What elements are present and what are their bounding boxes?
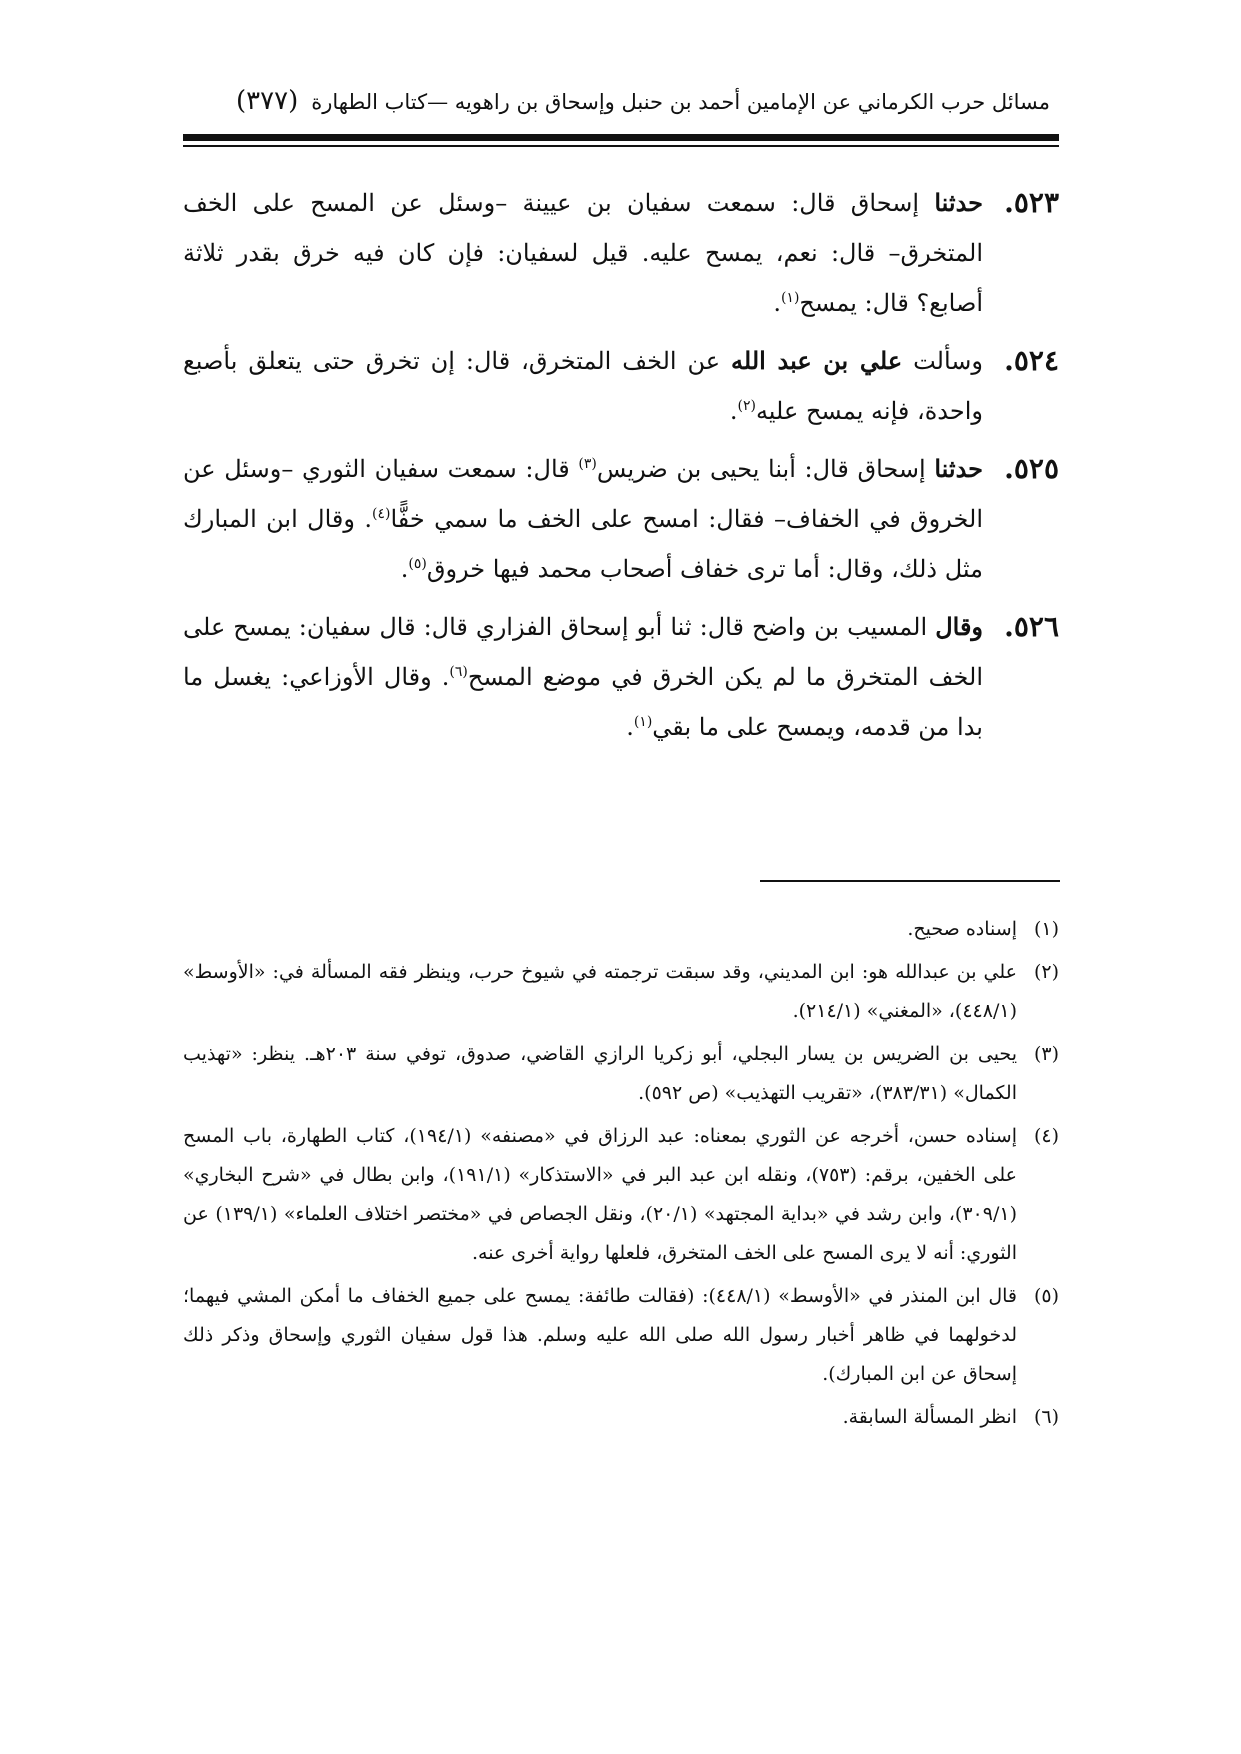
entry-tail: . (400, 555, 409, 583)
entry-523 (183, 178, 1059, 328)
footnote-ref[interactable]: (٥) (408, 556, 427, 572)
footnote-text: يحيى بن الضريس بن يسار البجلي، أبو زكريا الرازي القاضي، صدوق، توفي سنة ٢٠٣هـ. ينظر: «تهذيب الكمال» (٣٨٣/٣١)، «تقريب التهذيب» (ص ٥٩٢). (183, 1043, 1017, 1104)
main-text (183, 178, 1059, 760)
entry-524 (183, 336, 1059, 436)
header-rule-thick (183, 134, 1059, 141)
footnote-number: (٤) (1033, 1125, 1059, 1147)
footnote-ref[interactable]: (٦) (449, 664, 468, 680)
footnote-text: انظر المسألة السابقة. (842, 1406, 1017, 1428)
entry-text-b: قال: سمعت سفيان الثوري –وسئل عن الخروق في الخفاف– فقال: امسح على الخف ما سمي خفًّا (183, 455, 983, 533)
footnote-2 (183, 953, 1059, 1031)
footnote-ref[interactable]: (٤) (371, 506, 391, 522)
footnote-3 (183, 1035, 1059, 1113)
footnote-ref[interactable]: (٣) (578, 456, 597, 472)
entry-text-a: المسيب بن واضح قال: ثنا أبو إسحاق الفزاري قال: قال سفيان: يمسح على الخف المتخرق ما لم يكن الخرق في موضع المسح (183, 613, 983, 691)
entry-number: ٥٢٤. (1004, 344, 1059, 377)
footnote-ref[interactable]: (٢) (737, 398, 756, 414)
entry-number: ٥٢٣. (1004, 186, 1059, 219)
footnote-number: (٣) (1033, 1043, 1059, 1065)
footnote-text: إسناده حسن، أخرجه عن الثوري بمعناه: عبد الرزاق في «مصنفه» (١٩٤/١)، كتاب الطهارة، باب المسح على الخفين، برقم: (٧٥٣)، ونقله ابن عبد البر في «الاستذكار» (١٩١/١)، وابن بطال في «شرح البخاري» (٣٠٩/١)، وابن رشد في «بداية المجتهد» (٢٠/١)، ونقل الجصاص في «مختصر اختلاف العلماء» (١٣٩/١) عن الثوري: أنه لا يرى المسح على الخف المتخرق، فلعلها رواية أخرى عنه. (183, 1125, 1017, 1264)
entry-text-b: . وقال الأوزاعي: يغسل ما بدا من قدمه، ويمسح على ما بقي (183, 663, 983, 741)
footnotes (183, 910, 1059, 1441)
running-header (220, 82, 1050, 126)
entry-525 (183, 444, 1059, 594)
entry-526 (183, 602, 1059, 752)
entry-lead: حدثنا (934, 188, 983, 217)
footnote-1 (183, 910, 1059, 949)
entry-tail: . (773, 289, 781, 317)
footnote-6 (183, 1398, 1059, 1437)
footnote-ref[interactable]: (١) (780, 290, 800, 306)
footnote-text: علي بن عبدالله هو: ابن المديني، وقد سبقت ترجمته في شيوخ حرب، وينظر فقه المسألة في: «الأوسط» (٤٤٨/١)، «المغني» (٢١٤/١). (183, 961, 1017, 1022)
entry-text: إسحاق قال: سمعت سفيان بن عيينة –وسئل عن المسح على الخف المتخرق– قال: نعم، يمسح عليه. قيل لسفيان: فإن كان فيه خرق بقدر ثلاثة أصابع؟ قال: يمسح (183, 189, 983, 317)
entry-number: ٥٢٦. (1004, 610, 1059, 643)
header-rule-thin (183, 145, 1059, 147)
entry-pre: وسألت (913, 347, 983, 375)
footnote-number: (٥) (1033, 1285, 1059, 1307)
footnote-number: (٦) (1033, 1406, 1059, 1428)
footnote-separator (760, 880, 1060, 882)
footnote-ref[interactable]: (١) (633, 714, 653, 730)
page-number: (٣٧٧) (236, 86, 299, 116)
footnote-number: (٢) (1033, 961, 1059, 983)
entry-text-c: . وقال ابن المبارك مثل ذلك، وقال: أما ترى خفاف أصحاب محمد فيها خروق (183, 505, 983, 583)
entry-bold-name: علي بن عبد الله (731, 346, 903, 375)
footnote-4 (183, 1117, 1059, 1273)
entry-text: عن الخف المتخرق، قال: إن تخرق حتى يتعلق بأصبع واحدة، فإنه يمسح عليه (183, 347, 983, 425)
entry-tail: . (729, 397, 738, 425)
entry-tail: . (626, 713, 634, 741)
entry-lead: وقال (935, 612, 983, 641)
entry-number: ٥٢٥. (1004, 452, 1059, 485)
header-title: مسائل حرب الكرماني عن الإمامين أحمد بن حنبل وإسحاق بن راهويه —كتاب الطهارة (311, 90, 1050, 114)
footnote-text: إسناده صحيح. (907, 918, 1017, 940)
footnote-text: قال ابن المنذر في «الأوسط» (٤٤٨/١): (فقالت طائفة: يمسح على جميع الخفاف ما أمكن المشي فيهما؛ لدخولهما في ظاهر أخبار رسول الله صلى الله عليه وسلم. هذا قول سفيان الثوري وإسحاق وذكر ذلك إسحاق عن ابن المبارك). (183, 1285, 1017, 1385)
footnote-5 (183, 1277, 1059, 1394)
footnote-number: (١) (1033, 918, 1059, 940)
entry-text-a: إسحاق قال: أبنا يحيى بن ضريس (596, 455, 926, 483)
entry-lead: حدثنا (934, 454, 983, 483)
